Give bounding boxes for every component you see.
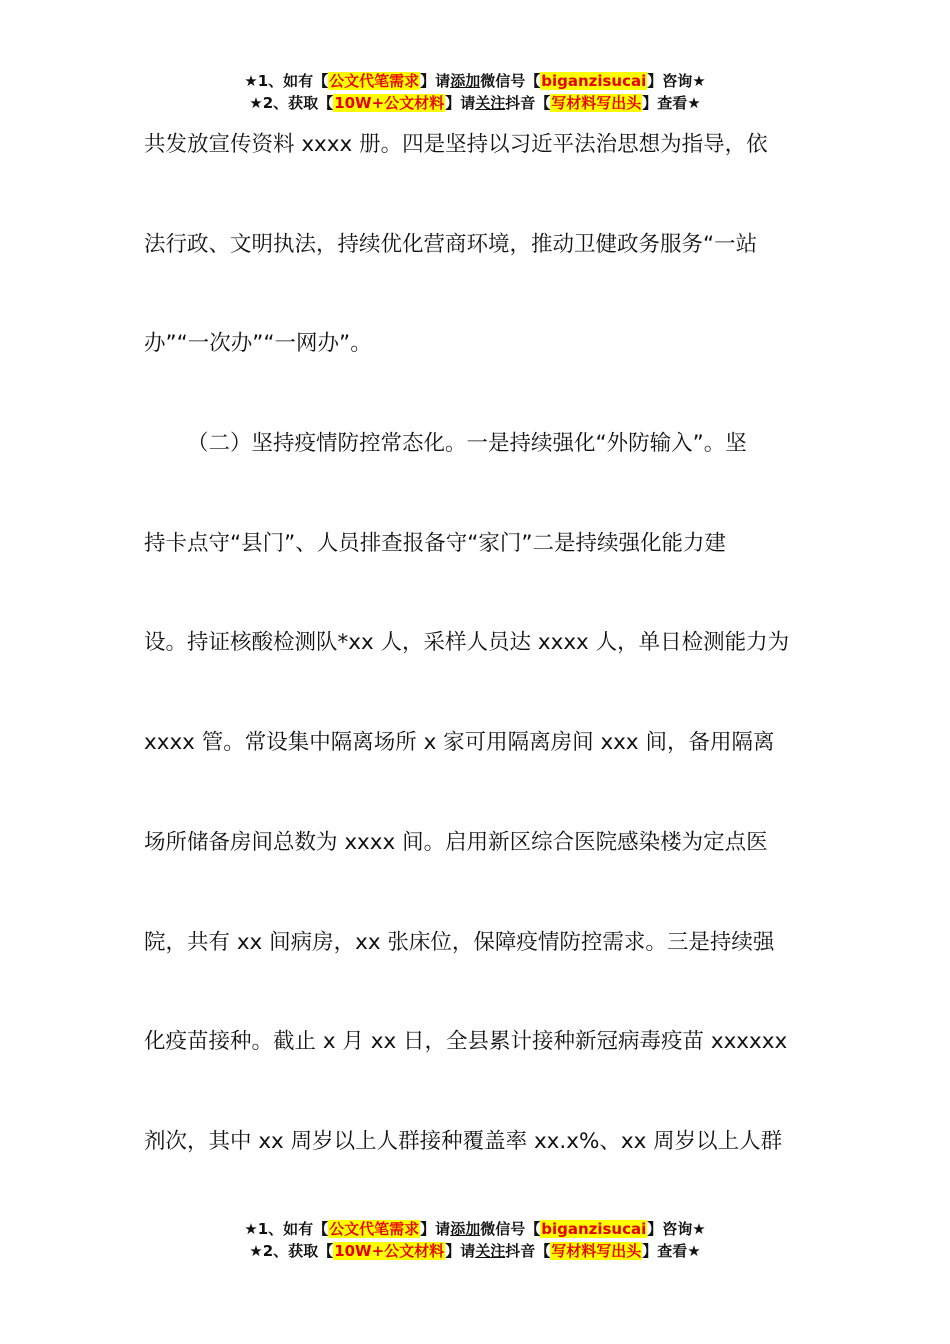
body-line: 院，共有 xx 间病房，xx 张床位，保障疫情防控需求。三是持续强 bbox=[144, 929, 775, 955]
banner-text: ★2、获取【 bbox=[249, 94, 334, 112]
banner-highlight: 10W+公文材料 bbox=[334, 94, 445, 112]
banner-text: ★1、如有【 bbox=[244, 72, 329, 90]
banner-underlined-text: 添加 bbox=[450, 1220, 481, 1238]
body-line: 场所储备房间总数为 xxxx 间。启用新区综合医院感染楼为定点医 bbox=[144, 829, 768, 855]
paragraph-heading-line: （二）坚持疫情防控常态化。一是持续强化“外防输入”。坚 bbox=[187, 431, 747, 457]
banner-text: 】查看★ bbox=[642, 1242, 701, 1260]
header-banner bbox=[0, 70, 950, 114]
banner-highlight: 写材料写出头 bbox=[551, 1242, 642, 1260]
banner-text: 】查看★ bbox=[642, 94, 701, 112]
banner-text: ★2、获取【 bbox=[249, 1242, 334, 1260]
banner-text: 微信号【 bbox=[480, 72, 541, 90]
banner-text: 抖音【 bbox=[505, 1242, 551, 1260]
banner-highlight: biganzisucai bbox=[541, 72, 647, 90]
body-line: 化疫苗接种。截止 x 月 xx 日，全县累计接种新冠病毒疫苗 xxxxxx bbox=[144, 1029, 788, 1055]
banner-highlight: 写材料写出头 bbox=[551, 94, 642, 112]
body-line: 设。持证核酸检测队*xx 人，采样人员达 xxxx 人，单日检测能力为 bbox=[144, 630, 790, 656]
footer-banner bbox=[0, 1218, 950, 1262]
banner-line-2 bbox=[0, 92, 950, 114]
banner-highlight: 10W+公文材料 bbox=[334, 1242, 445, 1260]
body-line: 法行政、文明执法，持续优化营商环境，推动卫健政务服务“一站 bbox=[144, 231, 758, 257]
banner-line-2 bbox=[0, 1240, 950, 1262]
banner-underlined-text: 添加 bbox=[450, 72, 481, 90]
body-line: 办”“一次办”“一网办”。 bbox=[144, 331, 372, 357]
document-body bbox=[144, 121, 814, 1218]
banner-text: 】咨询★ bbox=[647, 72, 706, 90]
banner-underlined-text: 关注 bbox=[475, 1242, 506, 1260]
banner-underlined-text: 关注 bbox=[475, 94, 506, 112]
body-line: 持卡点守“县门”、人员排查报备守“家门”二是持续强化能力建 bbox=[144, 530, 727, 556]
banner-line-1 bbox=[0, 1218, 950, 1240]
banner-text: 】请 bbox=[420, 1220, 451, 1238]
banner-text: 】请 bbox=[445, 94, 476, 112]
banner-text: ★1、如有【 bbox=[244, 1220, 329, 1238]
banner-text: 】请 bbox=[445, 1242, 476, 1260]
body-line: xxxx 管。常设集中隔离场所 x 家可用隔离房间 xxx 间，备用隔离 bbox=[144, 730, 775, 756]
banner-highlight: biganzisucai bbox=[541, 1220, 647, 1238]
banner-text: 抖音【 bbox=[505, 94, 551, 112]
banner-highlight: 公文代笔需求 bbox=[329, 72, 420, 90]
banner-text: 】咨询★ bbox=[647, 1220, 706, 1238]
banner-text: 】请 bbox=[420, 72, 451, 90]
banner-text: 微信号【 bbox=[480, 1220, 541, 1238]
body-line: 共发放宣传资料 xxxx 册。四是坚持以习近平法治思想为指导，依 bbox=[144, 132, 768, 157]
banner-highlight: 公文代笔需求 bbox=[329, 1220, 420, 1238]
banner-line-1 bbox=[0, 70, 950, 92]
body-line: 剂次，其中 xx 周岁以上人群接种覆盖率 xx.x%、xx 周岁以上人群 bbox=[144, 1128, 783, 1154]
